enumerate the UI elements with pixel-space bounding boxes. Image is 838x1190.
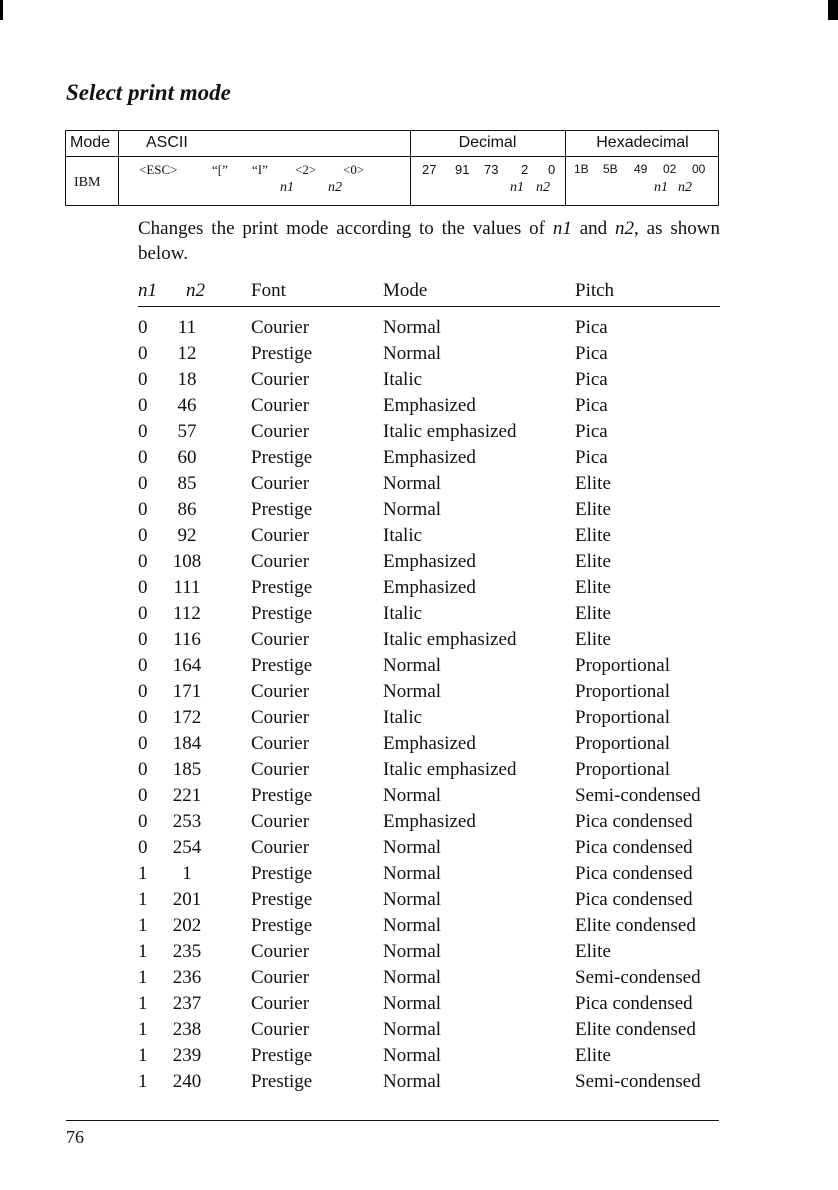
cell-n1: 1 [138, 993, 148, 1014]
cell-n1: 1 [138, 967, 148, 988]
hex-param-n1: n1 [654, 180, 668, 195]
table-row [0, 421, 838, 447]
cell-mode: Normal [383, 473, 442, 494]
cell-font: Courier [251, 993, 310, 1014]
cell-n1: 0 [138, 681, 148, 702]
command-table-divider-mode [118, 131, 119, 205]
cell-n2: 253 [172, 811, 202, 832]
table-row [0, 369, 838, 395]
cell-mode: Normal [383, 681, 442, 702]
column-header-font: Font [251, 280, 286, 301]
table-row [0, 317, 838, 343]
cell-n2: 164 [172, 655, 202, 676]
description-before: Changes the print mode according to the values of [138, 218, 553, 239]
table-row [0, 707, 838, 733]
cell-mode: Normal [383, 863, 442, 884]
cell-font: Courier [251, 551, 310, 572]
cell-mode: Italic [383, 603, 423, 624]
cell-mode: Emphasized [383, 551, 476, 572]
cell-n2: 238 [172, 1019, 202, 1040]
cell-mode: Normal [383, 317, 442, 338]
cell-pitch: Pica condensed [575, 863, 693, 884]
cell-pitch: Elite [575, 473, 611, 494]
table-row [0, 655, 838, 681]
table-row [0, 889, 838, 915]
command-table-header-divider [66, 156, 718, 157]
ascii-0: <0> [343, 162, 365, 177]
cell-mode: Italic emphasized [383, 421, 517, 442]
table-row [0, 811, 838, 837]
decimal-73: 73 [484, 162, 499, 177]
page-number: 76 [66, 1127, 84, 1147]
table-row [0, 551, 838, 577]
table-row [0, 785, 838, 811]
cell-mode: Normal [383, 1019, 442, 1040]
cell-pitch: Pica condensed [575, 811, 693, 832]
cell-font: Courier [251, 811, 310, 832]
ascii-param-n2: n2 [328, 180, 342, 195]
table-row [0, 525, 838, 551]
cell-mode: Normal [383, 837, 442, 858]
header-mode: Mode [70, 134, 111, 151]
cell-font: Prestige [251, 889, 313, 910]
cell-n2: 57 [177, 421, 197, 442]
cell-n2: 201 [172, 889, 202, 910]
cell-font: Courier [251, 681, 310, 702]
table-row [0, 1019, 838, 1045]
cell-n1: 0 [138, 447, 148, 468]
scan-edge-mark-left [0, 0, 3, 20]
cell-font: Courier [251, 967, 310, 988]
cell-n1: 0 [138, 707, 148, 728]
cell-pitch: Pica [575, 421, 608, 442]
cell-mode: Emphasized [383, 811, 476, 832]
cell-n2: 111 [173, 577, 201, 598]
cell-pitch: Proportional [575, 733, 670, 754]
cell-font: Prestige [251, 603, 313, 624]
cell-font: Courier [251, 317, 310, 338]
ascii-i: “I” [252, 162, 268, 177]
decimal-2: 2 [521, 162, 529, 177]
cell-mode: Emphasized [383, 395, 476, 416]
cell-mode: Normal [383, 785, 442, 806]
column-header-n2: n2 [186, 280, 205, 301]
cell-pitch: Semi-condensed [575, 967, 701, 988]
cell-pitch: Pica [575, 343, 608, 364]
cell-n1: 1 [138, 941, 148, 962]
cell-mode: Normal [383, 343, 442, 364]
header-ascii: ASCII [146, 134, 188, 151]
cell-mode: Italic [383, 525, 423, 546]
ascii-esc: <ESC> [139, 162, 178, 177]
cell-n2: 254 [172, 837, 202, 858]
cell-n1: 0 [138, 811, 148, 832]
cell-n1: 1 [138, 1019, 148, 1040]
cell-font: Prestige [251, 655, 313, 676]
table-row [0, 1045, 838, 1071]
cell-n1: 0 [138, 733, 148, 754]
cell-pitch: Pica [575, 317, 608, 338]
cell-n2: 237 [172, 993, 202, 1014]
cell-font: Prestige [251, 343, 313, 364]
description [138, 216, 720, 266]
cell-font: Courier [251, 421, 310, 442]
table-row [0, 915, 838, 941]
cell-font: Prestige [251, 447, 313, 468]
hex-5b: 5B [603, 162, 618, 176]
description-mid: and [571, 218, 616, 239]
cell-mode: Italic [383, 369, 423, 390]
cell-n1: 0 [138, 577, 148, 598]
hex-49: 49 [634, 162, 648, 176]
cell-pitch: Elite [575, 577, 611, 598]
table-row [0, 941, 838, 967]
cell-mode: Emphasized [383, 577, 476, 598]
cell-pitch: Pica condensed [575, 837, 693, 858]
description-after: , as shown below. [138, 218, 720, 264]
cell-n1: 0 [138, 343, 148, 364]
cell-n1: 1 [138, 1045, 148, 1066]
cell-n2: 85 [177, 473, 197, 494]
cell-n1: 0 [138, 473, 148, 494]
column-header-n1: n1 [138, 280, 157, 301]
mode-table-body [0, 317, 838, 1097]
cell-n2: 172 [172, 707, 202, 728]
section-title: Select print mode [66, 80, 231, 105]
decimal-0: 0 [548, 162, 556, 177]
cell-n1: 0 [138, 395, 148, 416]
cell-n1: 0 [138, 837, 148, 858]
cell-n2: 12 [177, 343, 197, 364]
cell-n2: 235 [172, 941, 202, 962]
cell-mode: Italic emphasized [383, 759, 517, 780]
cell-n2: 240 [172, 1071, 202, 1092]
cell-n1: 0 [138, 629, 148, 650]
cell-n2: 185 [172, 759, 202, 780]
cell-font: Courier [251, 733, 310, 754]
cell-n2: 46 [177, 395, 197, 416]
cell-pitch: Pica [575, 369, 608, 390]
cell-n1: 1 [138, 889, 148, 910]
table-row [0, 1071, 838, 1097]
cell-pitch: Elite condensed [575, 1019, 696, 1040]
cell-pitch: Elite [575, 629, 611, 650]
hex-param-n2: n2 [678, 180, 692, 195]
cell-n1: 0 [138, 655, 148, 676]
cell-n1: 0 [138, 603, 148, 624]
cell-n2: 202 [172, 915, 202, 936]
table-row [0, 447, 838, 473]
cell-n2: 108 [172, 551, 202, 572]
header-hexadecimal: Hexadecimal [596, 134, 689, 151]
cell-n2: 86 [177, 499, 197, 520]
table-row [0, 499, 838, 525]
cell-mode: Normal [383, 499, 442, 520]
ascii-param-n1: n1 [280, 180, 294, 195]
cell-n1: 0 [138, 421, 148, 442]
decimal-param-n1: n1 [510, 180, 524, 195]
cell-pitch: Proportional [575, 655, 670, 676]
cell-mode: Normal [383, 941, 442, 962]
cell-pitch: Proportional [575, 707, 670, 728]
cell-mode: Italic [383, 707, 423, 728]
cell-font: Prestige [251, 863, 313, 884]
header-decimal: Decimal [458, 134, 517, 151]
footer-rule [66, 1120, 719, 1121]
decimal-91: 91 [455, 162, 470, 177]
cell-pitch: Elite [575, 525, 611, 546]
cell-font: Prestige [251, 499, 313, 520]
cell-n1: 0 [138, 317, 148, 338]
table-row [0, 733, 838, 759]
cell-n1: 1 [138, 863, 148, 884]
cell-mode: Emphasized [383, 733, 476, 754]
description-param-n2: n2 [615, 218, 635, 239]
cell-pitch: Elite [575, 1045, 611, 1066]
cell-mode: Normal [383, 655, 442, 676]
table-row [0, 967, 838, 993]
table-row [0, 577, 838, 603]
table-row [0, 473, 838, 499]
cell-pitch: Pica [575, 395, 608, 416]
cell-mode: Italic emphasized [383, 629, 517, 650]
mode-value: IBM [74, 175, 101, 190]
table-row [0, 993, 838, 1019]
cell-font: Prestige [251, 785, 313, 806]
scan-edge-mark-right [828, 0, 838, 20]
cell-mode: Normal [383, 889, 442, 910]
cell-pitch: Elite [575, 551, 611, 572]
table-row [0, 603, 838, 629]
cell-n2: 112 [173, 603, 201, 624]
cell-mode: Normal [383, 967, 442, 988]
cell-pitch: Pica condensed [575, 993, 693, 1014]
cell-font: Prestige [251, 915, 313, 936]
cell-font: Courier [251, 707, 310, 728]
decimal-param-n2: n2 [536, 180, 550, 195]
column-header-mode: Mode [383, 280, 428, 301]
cell-font: Prestige [251, 1045, 313, 1066]
description-param-n1: n1 [552, 218, 572, 239]
hex-00: 00 [692, 162, 706, 176]
table-row [0, 395, 838, 421]
hex-02: 02 [663, 162, 677, 176]
cell-n2: 11 [177, 317, 197, 338]
cell-n1: 0 [138, 499, 148, 520]
cell-pitch: Semi-condensed [575, 1071, 701, 1092]
cell-pitch: Proportional [575, 681, 670, 702]
hex-1b: 1B [574, 162, 589, 176]
cell-font: Prestige [251, 1071, 313, 1092]
cell-pitch: Elite [575, 941, 611, 962]
table-row [0, 759, 838, 785]
cell-n2: 236 [172, 967, 202, 988]
cell-n2: 184 [172, 733, 202, 754]
cell-n1: 0 [138, 525, 148, 546]
ascii-2: <2> [295, 162, 317, 177]
cell-n1: 0 [138, 551, 148, 572]
command-table [65, 130, 719, 206]
cell-n1: 0 [138, 759, 148, 780]
column-header-pitch: Pitch [575, 280, 615, 301]
mode-table-header [0, 280, 838, 306]
header-rule [138, 306, 720, 307]
cell-n2: 221 [172, 785, 202, 806]
cell-mode: Normal [383, 1071, 442, 1092]
cell-font: Courier [251, 395, 310, 416]
cell-pitch: Pica condensed [575, 889, 693, 910]
cell-n1: 0 [138, 369, 148, 390]
cell-mode: Emphasized [383, 447, 476, 468]
decimal-27: 27 [422, 162, 437, 177]
table-row [0, 343, 838, 369]
cell-font: Courier [251, 759, 310, 780]
cell-font: Prestige [251, 577, 313, 598]
cell-font: Courier [251, 525, 310, 546]
cell-pitch: Proportional [575, 759, 670, 780]
cell-font: Courier [251, 629, 310, 650]
cell-n2: 116 [173, 629, 201, 650]
cell-pitch: Elite condensed [575, 915, 696, 936]
cell-pitch: Elite [575, 499, 611, 520]
cell-n2: 60 [177, 447, 197, 468]
table-row [0, 629, 838, 655]
cell-mode: Normal [383, 915, 442, 936]
cell-n2: 18 [177, 369, 197, 390]
cell-mode: Normal [383, 1045, 442, 1066]
cell-n1: 1 [138, 915, 148, 936]
cell-font: Courier [251, 473, 310, 494]
cell-pitch: Semi-condensed [575, 785, 701, 806]
cell-n1: 1 [138, 1071, 148, 1092]
table-row [0, 863, 838, 889]
cell-font: Courier [251, 1019, 310, 1040]
cell-pitch: Elite [575, 603, 611, 624]
cell-n2: 239 [172, 1045, 202, 1066]
cell-pitch: Pica [575, 447, 608, 468]
cell-font: Courier [251, 941, 310, 962]
cell-mode: Normal [383, 993, 442, 1014]
cell-n2: 171 [172, 681, 202, 702]
cell-n1: 0 [138, 785, 148, 806]
ascii-bracket: “[” [212, 162, 228, 177]
table-row [0, 837, 838, 863]
table-row [0, 681, 838, 707]
cell-n2: 92 [177, 525, 197, 546]
cell-n2: 1 [182, 863, 192, 884]
cell-font: Courier [251, 837, 310, 858]
cell-font: Courier [251, 369, 310, 390]
